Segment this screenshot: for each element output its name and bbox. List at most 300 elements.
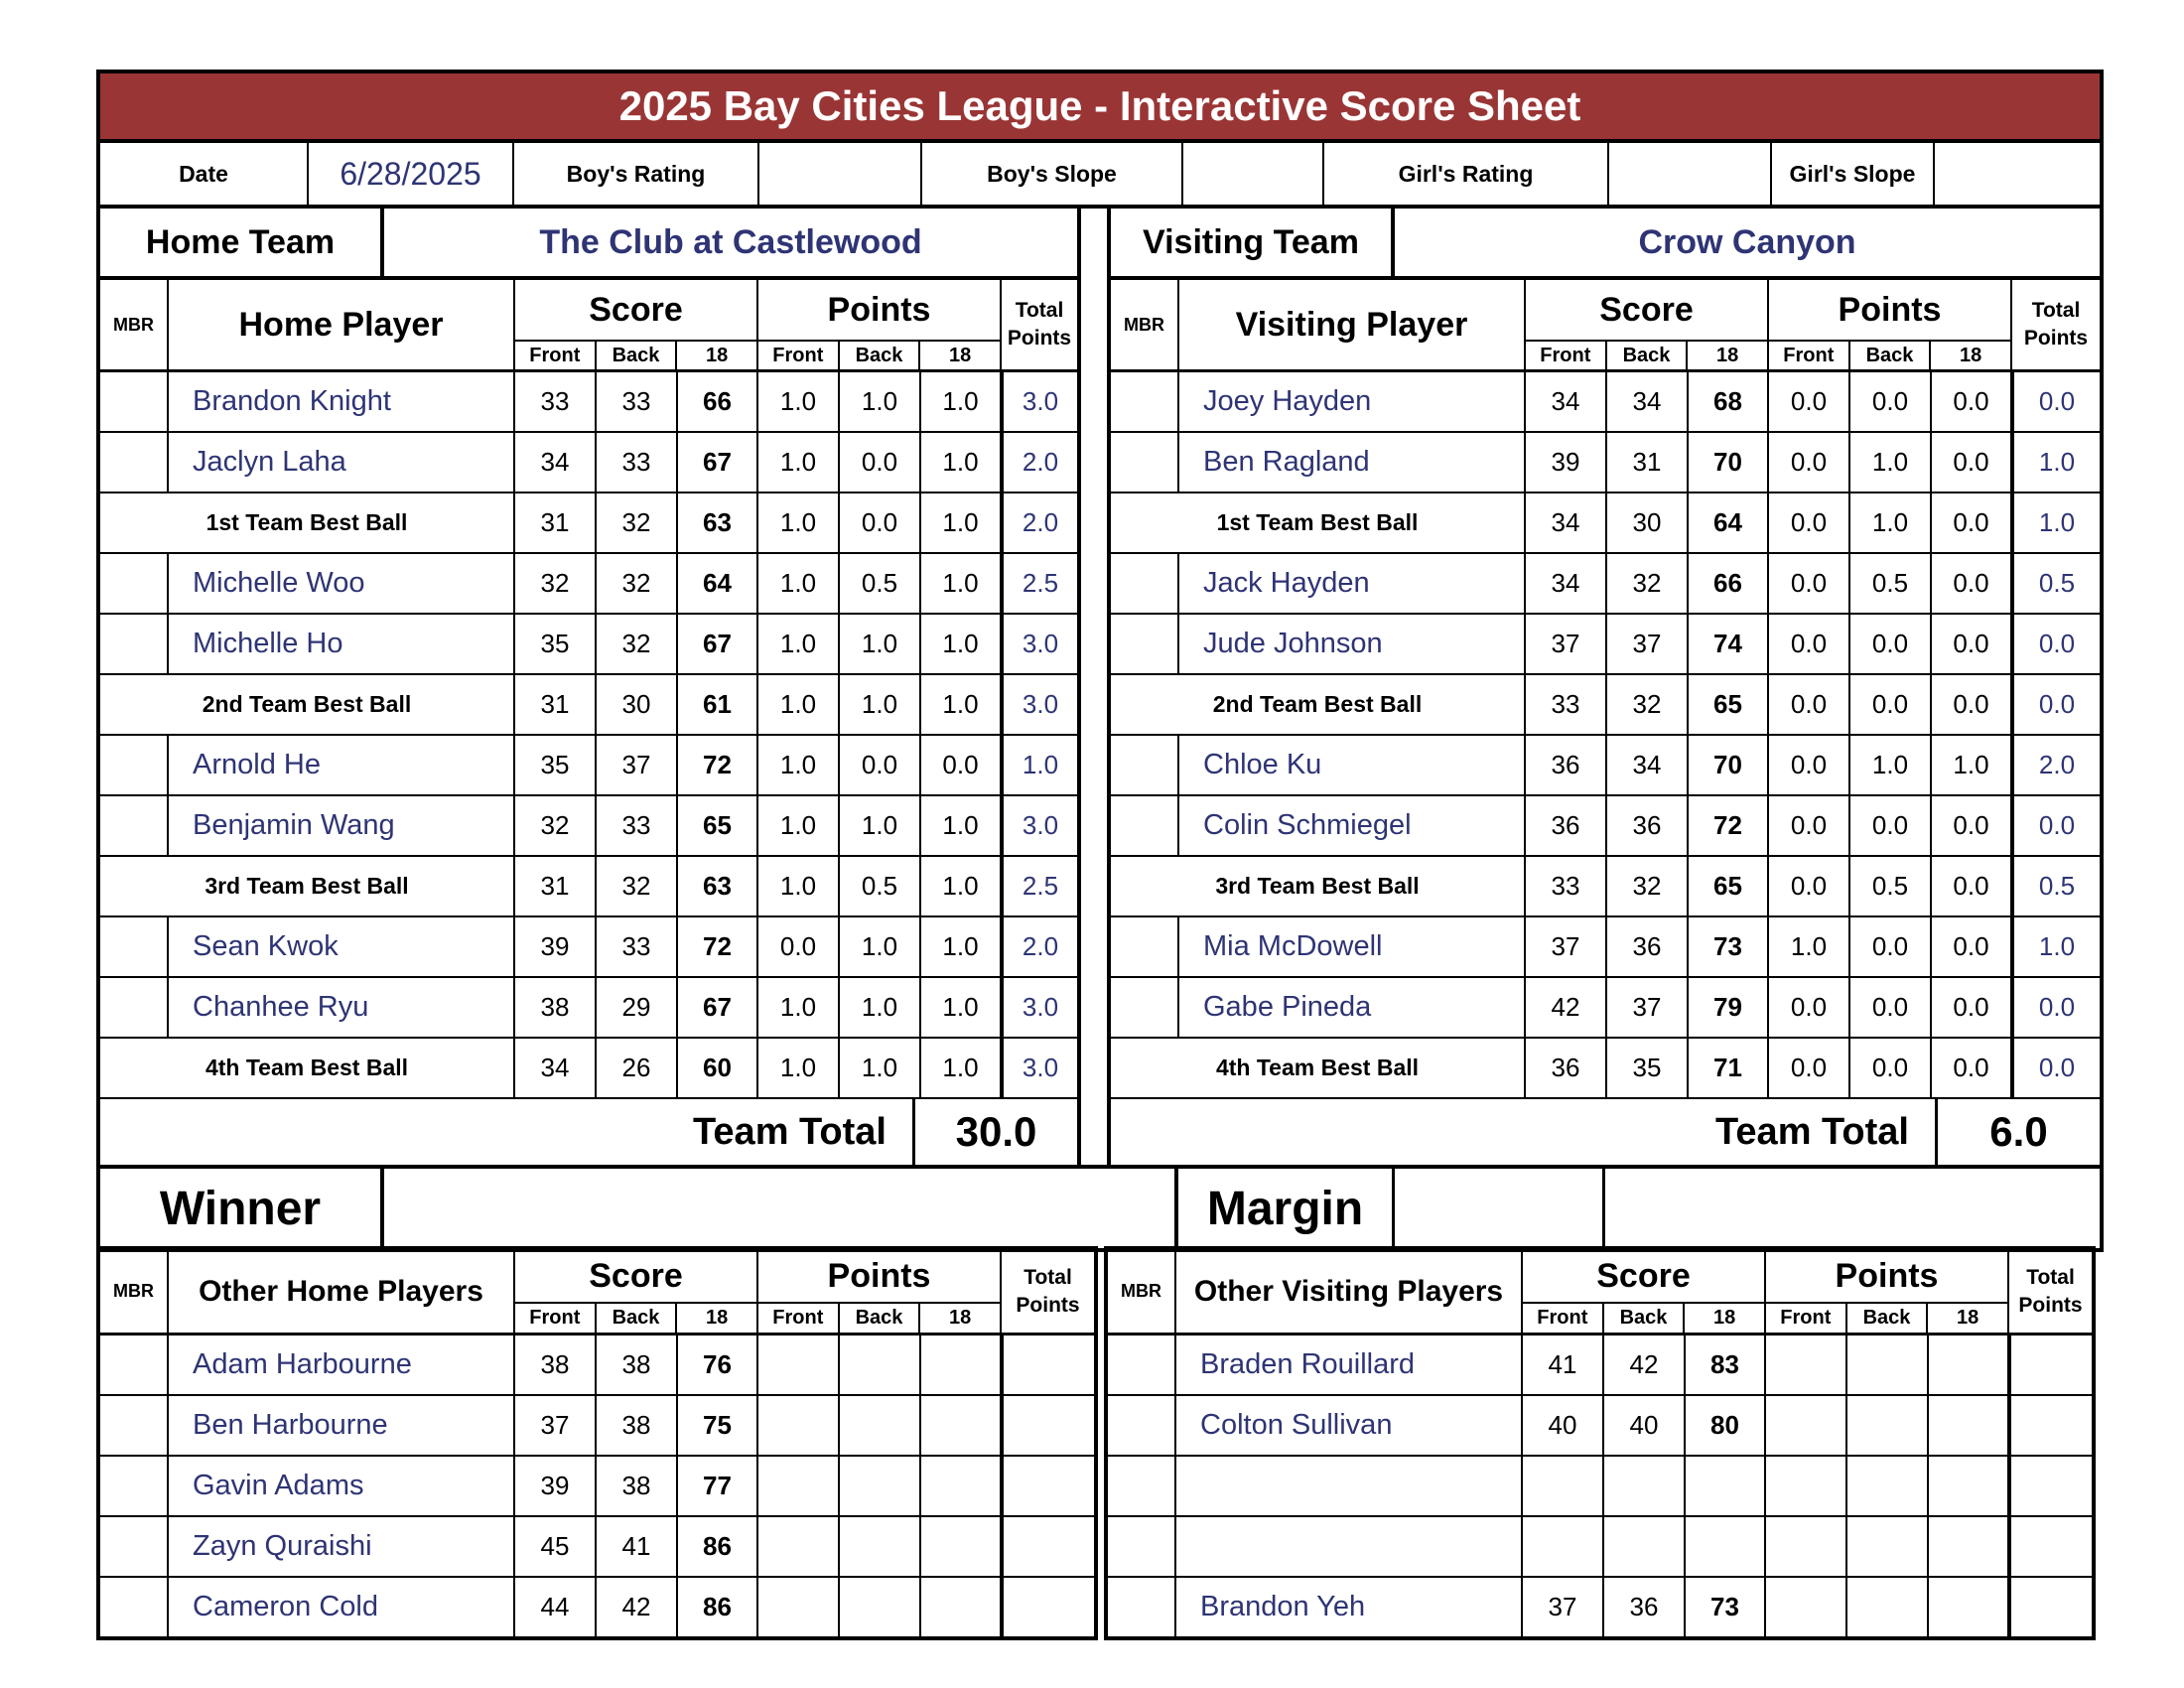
points-back bbox=[1847, 1517, 1929, 1576]
total-points: 3.0 bbox=[1002, 796, 1077, 855]
score-back[interactable]: 33 bbox=[597, 796, 678, 855]
home-total-label: Team Total bbox=[100, 1099, 915, 1165]
player-name[interactable]: Benjamin Wang bbox=[169, 796, 515, 855]
total-points: 0.5 bbox=[2012, 857, 2100, 915]
score-back[interactable]: 32 bbox=[1607, 554, 1689, 613]
mbr-cell[interactable] bbox=[100, 1578, 169, 1636]
score-back[interactable]: 26 bbox=[597, 1039, 678, 1097]
points-18: 1.0 bbox=[921, 796, 1002, 855]
score-18: 70 bbox=[1689, 433, 1769, 492]
home-total-row bbox=[100, 1097, 1077, 1165]
other-player-row bbox=[100, 1517, 1094, 1578]
points-18 bbox=[921, 1457, 1002, 1515]
points-18: 1.0 bbox=[921, 1039, 1002, 1097]
mbr-cell[interactable] bbox=[100, 433, 169, 492]
points-18: 0.0 bbox=[1932, 615, 2012, 673]
front-header: Front bbox=[758, 1304, 840, 1333]
mbr-cell[interactable] bbox=[1111, 978, 1179, 1037]
points-header-label: Points bbox=[758, 280, 1000, 342]
visiting-half bbox=[1107, 209, 2100, 1165]
home-team-name[interactable]: The Club at Castlewood bbox=[539, 222, 922, 261]
margin-label: Margin bbox=[1178, 1169, 1395, 1248]
best-ball-row bbox=[100, 857, 1077, 917]
player-name[interactable]: Adam Harbourne bbox=[169, 1336, 515, 1394]
back-header: Back bbox=[597, 342, 678, 369]
score-front[interactable]: 44 bbox=[515, 1578, 597, 1636]
player-name[interactable]: Brandon Yeh bbox=[1176, 1578, 1523, 1636]
points-front: 0.0 bbox=[1769, 615, 1850, 673]
mbr-cell[interactable] bbox=[100, 554, 169, 613]
best-ball-label: 3rd Team Best Ball bbox=[1111, 857, 1526, 915]
score-18: 75 bbox=[678, 1396, 758, 1455]
score-front[interactable]: 37 bbox=[1523, 1578, 1604, 1636]
points-back bbox=[840, 1578, 921, 1636]
score-back[interactable]: 31 bbox=[1607, 433, 1689, 492]
score-front[interactable]: 39 bbox=[515, 1457, 597, 1515]
points-front: 0.0 bbox=[758, 917, 840, 976]
total-points: 2.0 bbox=[1002, 493, 1077, 552]
total-points bbox=[2009, 1517, 2092, 1576]
points-back: 0.5 bbox=[840, 857, 921, 915]
points-back: 0.0 bbox=[1850, 372, 1932, 431]
total-points bbox=[1002, 1396, 1094, 1455]
mbr-cell[interactable] bbox=[1111, 917, 1179, 976]
mbr-cell[interactable] bbox=[100, 615, 169, 673]
points-18: 1.0 bbox=[921, 978, 1002, 1037]
score-front[interactable]: 35 bbox=[515, 736, 597, 794]
points-18 bbox=[1929, 1578, 2009, 1636]
score-front[interactable]: 31 bbox=[515, 493, 597, 552]
mbr-cell[interactable] bbox=[100, 372, 169, 431]
player-row bbox=[100, 372, 1077, 433]
points-back: 0.0 bbox=[1850, 978, 1932, 1037]
score-18: 73 bbox=[1686, 1578, 1766, 1636]
visiting-player-header: Visiting Player bbox=[1179, 280, 1526, 369]
score-18: 72 bbox=[678, 917, 758, 976]
mbr-cell[interactable] bbox=[1111, 433, 1179, 492]
other-home-header bbox=[100, 1250, 1094, 1336]
total-points bbox=[2009, 1396, 2092, 1455]
score-back[interactable]: 38 bbox=[597, 1396, 678, 1455]
best-ball-row bbox=[1111, 493, 2100, 554]
other-player-row bbox=[1108, 1517, 2092, 1578]
visiting-total-value: 6.0 bbox=[1989, 1108, 2048, 1155]
score-back[interactable]: 36 bbox=[1607, 917, 1689, 976]
points-18 bbox=[921, 1517, 1002, 1576]
score-back[interactable]: 29 bbox=[597, 978, 678, 1037]
total-points bbox=[1002, 1517, 1094, 1576]
points-front: 1.0 bbox=[758, 372, 840, 431]
points-front bbox=[758, 1517, 840, 1576]
player-name[interactable]: Mia McDowell bbox=[1179, 917, 1526, 976]
score-front[interactable]: 39 bbox=[1526, 433, 1607, 492]
back-header: Back bbox=[840, 342, 921, 369]
score-back[interactable]: 36 bbox=[1604, 1578, 1686, 1636]
visiting-total-label: Team Total bbox=[1111, 1099, 1938, 1165]
player-name[interactable]: Gabe Pineda bbox=[1179, 978, 1526, 1037]
points-front: 0.0 bbox=[1769, 433, 1850, 492]
points-front bbox=[1766, 1396, 1847, 1455]
points-back: 0.0 bbox=[1850, 675, 1932, 734]
score-front[interactable]: 39 bbox=[515, 917, 597, 976]
score-front[interactable]: 33 bbox=[1526, 675, 1607, 734]
score-18: 86 bbox=[678, 1578, 758, 1636]
score-18 bbox=[1686, 1517, 1766, 1576]
player-name[interactable]: Michelle Woo bbox=[169, 554, 515, 613]
points-18: 0.0 bbox=[1932, 433, 2012, 492]
points-front bbox=[758, 1578, 840, 1636]
points-18 bbox=[1929, 1336, 2009, 1394]
points-back bbox=[1847, 1336, 1929, 1394]
points-front: 0.0 bbox=[1769, 493, 1850, 552]
mbr-cell[interactable] bbox=[100, 736, 169, 794]
score-back[interactable]: 37 bbox=[1607, 615, 1689, 673]
points-18 bbox=[1929, 1517, 2009, 1576]
score-back[interactable]: 42 bbox=[597, 1578, 678, 1636]
mbr-header: MBR bbox=[100, 280, 169, 369]
points-back: 0.5 bbox=[840, 554, 921, 613]
score-back[interactable]: 30 bbox=[1607, 493, 1689, 552]
score-front[interactable]: 38 bbox=[515, 1336, 597, 1394]
mbr-cell[interactable] bbox=[100, 1336, 169, 1394]
total-points: 2.0 bbox=[2012, 736, 2100, 794]
score-back[interactable]: 38 bbox=[597, 1457, 678, 1515]
winner-field[interactable] bbox=[384, 1169, 1178, 1248]
score-front[interactable]: 36 bbox=[1526, 1039, 1607, 1097]
player-row bbox=[100, 917, 1077, 978]
score-front[interactable] bbox=[1523, 1517, 1604, 1576]
score-header-label: Score bbox=[1523, 1250, 1764, 1304]
total-points: 1.0 bbox=[2012, 493, 2100, 552]
score-front[interactable]: 35 bbox=[515, 615, 597, 673]
total-points bbox=[2009, 1336, 2092, 1394]
mbr-header: MBR bbox=[1111, 280, 1179, 369]
mbr-cell[interactable] bbox=[1111, 615, 1179, 673]
total-points: 0.0 bbox=[2012, 675, 2100, 734]
score-18: 76 bbox=[678, 1336, 758, 1394]
score-18: 67 bbox=[678, 433, 758, 492]
score-back[interactable]: 36 bbox=[1607, 796, 1689, 855]
score-front[interactable]: 45 bbox=[515, 1517, 597, 1576]
other-player-row bbox=[1108, 1457, 2092, 1517]
front-header: Front bbox=[515, 1304, 597, 1333]
player-name[interactable]: Jaclyn Laha bbox=[169, 433, 515, 492]
mbr-cell[interactable] bbox=[1111, 796, 1179, 855]
score-front[interactable]: 40 bbox=[1523, 1396, 1604, 1455]
player-row bbox=[100, 736, 1077, 796]
total-points: 2.0 bbox=[1002, 433, 1077, 492]
boys-slope-field[interactable] bbox=[1183, 143, 1324, 205]
score-front[interactable]: 38 bbox=[515, 978, 597, 1037]
points-18: 0.0 bbox=[1932, 372, 2012, 431]
mbr-cell[interactable] bbox=[1108, 1457, 1176, 1515]
points-back: 0.0 bbox=[1850, 917, 1932, 976]
back-header: Back bbox=[840, 1304, 921, 1333]
best-ball-label: 4th Team Best Ball bbox=[1111, 1039, 1526, 1097]
score-18: 70 bbox=[1689, 736, 1769, 794]
score-front[interactable]: 34 bbox=[515, 1039, 597, 1097]
other-visiting-header bbox=[1108, 1250, 2092, 1336]
score-back[interactable]: 33 bbox=[597, 917, 678, 976]
score-back[interactable]: 32 bbox=[1607, 857, 1689, 915]
mbr-cell[interactable] bbox=[100, 796, 169, 855]
player-name[interactable]: Braden Rouillard bbox=[1176, 1336, 1523, 1394]
home-total-value: 30.0 bbox=[955, 1108, 1037, 1155]
player-row bbox=[1111, 736, 2100, 796]
points-18 bbox=[921, 1336, 1002, 1394]
other-player-row bbox=[1108, 1336, 2092, 1396]
mbr-cell[interactable] bbox=[1108, 1396, 1176, 1455]
eighteen-header: 18 bbox=[706, 344, 729, 366]
score-front[interactable]: 34 bbox=[1526, 372, 1607, 431]
mbr-cell[interactable] bbox=[1108, 1578, 1176, 1636]
score-front[interactable]: 34 bbox=[1526, 493, 1607, 552]
points-back: 0.0 bbox=[1850, 615, 1932, 673]
score-back[interactable]: 32 bbox=[1607, 675, 1689, 734]
eighteen-header: 18 bbox=[949, 344, 972, 366]
total-points bbox=[1002, 1336, 1094, 1394]
other-players-sheet bbox=[96, 1246, 2096, 1640]
player-name[interactable]: Chloe Ku bbox=[1179, 736, 1526, 794]
score-sheet bbox=[96, 70, 2104, 1252]
winner-label: Winner bbox=[100, 1169, 384, 1248]
best-ball-label: 3rd Team Best Ball bbox=[100, 857, 515, 915]
points-18: 1.0 bbox=[921, 917, 1002, 976]
player-name[interactable]: Brandon Knight bbox=[169, 372, 515, 431]
score-back[interactable]: 42 bbox=[1604, 1336, 1686, 1394]
best-ball-row bbox=[1111, 675, 2100, 736]
total-points: 2.5 bbox=[1002, 554, 1077, 613]
score-back[interactable] bbox=[1604, 1517, 1686, 1576]
score-back[interactable]: 35 bbox=[1607, 1039, 1689, 1097]
other-player-row bbox=[100, 1336, 1094, 1396]
best-ball-row bbox=[1111, 857, 2100, 917]
mbr-cell[interactable] bbox=[100, 1396, 169, 1455]
girls-rating-label: Girl's Rating bbox=[1324, 143, 1609, 205]
margin-field[interactable] bbox=[1395, 1169, 1605, 1248]
score-front[interactable]: 37 bbox=[515, 1396, 597, 1455]
score-18: 64 bbox=[678, 554, 758, 613]
score-back[interactable]: 32 bbox=[597, 554, 678, 613]
best-ball-label: 2nd Team Best Ball bbox=[1111, 675, 1526, 734]
total-points: 3.0 bbox=[1002, 372, 1077, 431]
score-18: 65 bbox=[678, 796, 758, 855]
score-back[interactable]: 32 bbox=[597, 493, 678, 552]
score-back[interactable]: 33 bbox=[597, 433, 678, 492]
total-points bbox=[2009, 1457, 2092, 1515]
player-row bbox=[100, 978, 1077, 1039]
points-18: 1.0 bbox=[921, 615, 1002, 673]
points-back: 1.0 bbox=[840, 978, 921, 1037]
other-visiting-rows bbox=[1108, 1336, 2092, 1636]
player-row bbox=[100, 615, 1077, 675]
points-back bbox=[840, 1336, 921, 1394]
score-18: 86 bbox=[678, 1517, 758, 1576]
other-visiting-header-label: Other Visiting Players bbox=[1176, 1250, 1523, 1333]
visiting-header bbox=[1111, 280, 2100, 372]
mbr-cell[interactable] bbox=[100, 1517, 169, 1576]
score-front[interactable]: 34 bbox=[1526, 554, 1607, 613]
player-row bbox=[100, 433, 1077, 493]
score-front[interactable]: 32 bbox=[515, 796, 597, 855]
girls-slope-label: Girl's Slope bbox=[1772, 143, 1935, 205]
girls-slope-field[interactable] bbox=[1935, 143, 2100, 205]
back-header: Back bbox=[1850, 342, 1932, 369]
score-front[interactable]: 37 bbox=[1526, 917, 1607, 976]
player-name[interactable]: Jude Johnson bbox=[1179, 615, 1526, 673]
visiting-team-name[interactable]: Crow Canyon bbox=[1638, 222, 1856, 261]
mbr-cell[interactable] bbox=[1111, 372, 1179, 431]
mbr-header: MBR bbox=[1108, 1250, 1176, 1333]
points-back bbox=[1847, 1396, 1929, 1455]
score-front[interactable] bbox=[1523, 1457, 1604, 1515]
mbr-cell[interactable] bbox=[1108, 1336, 1176, 1394]
score-front[interactable]: 34 bbox=[515, 433, 597, 492]
date-field[interactable]: 6/28/2025 bbox=[309, 143, 514, 205]
player-name[interactable]: Jack Hayden bbox=[1179, 554, 1526, 613]
player-name[interactable]: Colton Sullivan bbox=[1176, 1396, 1523, 1455]
score-front[interactable]: 41 bbox=[1523, 1336, 1604, 1394]
points-front: 1.0 bbox=[758, 796, 840, 855]
score-front[interactable]: 32 bbox=[515, 554, 597, 613]
score-back[interactable] bbox=[1604, 1457, 1686, 1515]
score-back[interactable]: 34 bbox=[1607, 736, 1689, 794]
home-player-header: Home Player bbox=[169, 280, 515, 369]
score-18: 72 bbox=[678, 736, 758, 794]
points-front bbox=[1766, 1457, 1847, 1515]
score-header-label: Score bbox=[515, 1250, 756, 1304]
back-header: Back bbox=[1607, 342, 1689, 369]
score-front[interactable]: 37 bbox=[1526, 615, 1607, 673]
points-back: 0.0 bbox=[1850, 1039, 1932, 1097]
points-18 bbox=[921, 1396, 1002, 1455]
total-points bbox=[1002, 1578, 1094, 1636]
player-name[interactable]: Ben Harbourne bbox=[169, 1396, 515, 1455]
other-player-row bbox=[100, 1578, 1094, 1636]
player-name[interactable]: Joey Hayden bbox=[1179, 372, 1526, 431]
player-name[interactable]: Arnold He bbox=[169, 736, 515, 794]
score-back[interactable]: 32 bbox=[597, 857, 678, 915]
mbr-cell[interactable] bbox=[100, 917, 169, 976]
total-points bbox=[2009, 1578, 2092, 1636]
score-front[interactable]: 36 bbox=[1526, 736, 1607, 794]
score-back[interactable]: 38 bbox=[597, 1336, 678, 1394]
best-ball-row bbox=[100, 1039, 1077, 1097]
player-row bbox=[1111, 554, 2100, 615]
points-header-label: Points bbox=[1769, 280, 2010, 342]
score-back[interactable]: 37 bbox=[597, 736, 678, 794]
score-back[interactable]: 34 bbox=[1607, 372, 1689, 431]
other-home-header-label: Other Home Players bbox=[169, 1250, 515, 1333]
player-name[interactable] bbox=[1176, 1457, 1523, 1515]
other-visiting-half bbox=[1104, 1246, 2096, 1640]
best-ball-row bbox=[100, 675, 1077, 736]
points-back bbox=[1847, 1457, 1929, 1515]
player-row bbox=[1111, 433, 2100, 493]
total-points: 1.0 bbox=[1002, 736, 1077, 794]
points-front: 1.0 bbox=[1769, 917, 1850, 976]
player-name[interactable] bbox=[1176, 1517, 1523, 1576]
points-front: 0.0 bbox=[1769, 372, 1850, 431]
player-name[interactable]: Zayn Quraishi bbox=[169, 1517, 515, 1576]
player-name[interactable]: Ben Ragland bbox=[1179, 433, 1526, 492]
points-front bbox=[1766, 1336, 1847, 1394]
score-header bbox=[1523, 1250, 1766, 1333]
mbr-header: MBR bbox=[100, 1250, 169, 1333]
mbr-cell[interactable] bbox=[1111, 554, 1179, 613]
other-player-row bbox=[1108, 1396, 2092, 1457]
points-back: 0.0 bbox=[840, 433, 921, 492]
points-front: 1.0 bbox=[758, 736, 840, 794]
points-18: 1.0 bbox=[921, 493, 1002, 552]
score-back[interactable]: 40 bbox=[1604, 1396, 1686, 1455]
score-back[interactable]: 30 bbox=[597, 675, 678, 734]
extra-field[interactable] bbox=[1605, 1169, 2100, 1248]
total-points: 1.0 bbox=[2012, 917, 2100, 976]
score-front[interactable]: 31 bbox=[515, 675, 597, 734]
score-18: 72 bbox=[1689, 796, 1769, 855]
score-front[interactable]: 31 bbox=[515, 857, 597, 915]
points-back: 0.5 bbox=[1850, 857, 1932, 915]
score-18: 61 bbox=[678, 675, 758, 734]
player-name[interactable]: Michelle Ho bbox=[169, 615, 515, 673]
points-18: 0.0 bbox=[1932, 1039, 2012, 1097]
total-points-header: Total Points bbox=[1016, 1265, 1080, 1317]
player-name[interactable]: Chanhee Ryu bbox=[169, 978, 515, 1037]
score-18: 71 bbox=[1689, 1039, 1769, 1097]
points-back: 1.0 bbox=[840, 796, 921, 855]
points-back: 1.0 bbox=[1850, 493, 1932, 552]
player-row bbox=[100, 554, 1077, 615]
score-front[interactable]: 42 bbox=[1526, 978, 1607, 1037]
mbr-cell[interactable] bbox=[1111, 736, 1179, 794]
home-team-label: Home Team bbox=[100, 209, 384, 276]
score-front[interactable]: 33 bbox=[515, 372, 597, 431]
score-front[interactable]: 36 bbox=[1526, 796, 1607, 855]
points-back: 0.0 bbox=[840, 736, 921, 794]
total-points: 1.0 bbox=[2012, 433, 2100, 492]
home-half bbox=[100, 209, 1081, 1165]
score-back[interactable]: 41 bbox=[597, 1517, 678, 1576]
eighteen-header: 18 bbox=[1957, 1307, 1979, 1329]
score-18: 77 bbox=[678, 1457, 758, 1515]
score-back[interactable]: 37 bbox=[1607, 978, 1689, 1037]
player-name[interactable]: Cameron Cold bbox=[169, 1578, 515, 1636]
mbr-cell[interactable] bbox=[100, 1457, 169, 1515]
girls-rating-field[interactable] bbox=[1609, 143, 1772, 205]
player-row bbox=[1111, 978, 2100, 1039]
player-name[interactable]: Colin Schmiegel bbox=[1179, 796, 1526, 855]
eighteen-header: 18 bbox=[1713, 1307, 1736, 1329]
front-header: Front bbox=[515, 342, 597, 369]
score-back[interactable]: 32 bbox=[597, 615, 678, 673]
points-back: 0.0 bbox=[1850, 796, 1932, 855]
boys-rating-field[interactable] bbox=[759, 143, 922, 205]
player-name[interactable]: Sean Kwok bbox=[169, 917, 515, 976]
best-ball-row bbox=[1111, 1039, 2100, 1097]
points-18: 1.0 bbox=[921, 433, 1002, 492]
score-front[interactable]: 33 bbox=[1526, 857, 1607, 915]
score-header bbox=[515, 280, 758, 369]
points-back bbox=[840, 1457, 921, 1515]
total-points: 3.0 bbox=[1002, 978, 1077, 1037]
points-18: 0.0 bbox=[1932, 796, 2012, 855]
mbr-cell[interactable] bbox=[100, 978, 169, 1037]
score-back[interactable]: 33 bbox=[597, 372, 678, 431]
total-points: 0.0 bbox=[2012, 615, 2100, 673]
player-name[interactable]: Gavin Adams bbox=[169, 1457, 515, 1515]
mbr-cell[interactable] bbox=[1108, 1517, 1176, 1576]
